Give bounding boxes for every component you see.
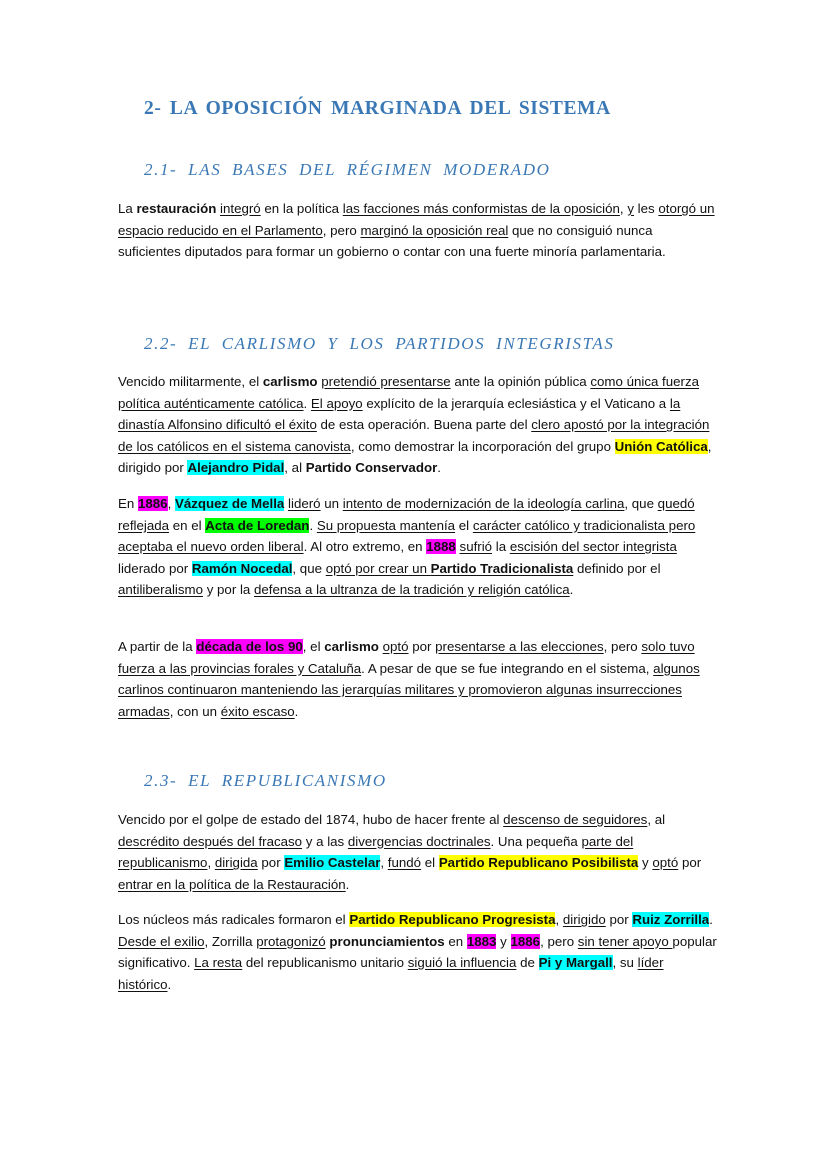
text-run: . — [437, 460, 441, 475]
underlined-text: y — [627, 201, 634, 216]
underlined-text: éxito escaso — [220, 703, 295, 719]
text-run: . — [309, 517, 317, 533]
text-run: , — [207, 855, 215, 870]
underlined-text: dirigida — [214, 855, 258, 870]
text-run: . — [303, 395, 311, 411]
underlined-text: Desde el exilio — [118, 933, 205, 949]
text-run: A partir de la — [118, 639, 197, 654]
underlined-text: líder histórico — [118, 955, 664, 992]
section-title: 2- LA OPOSICIÓN MARGINADA DEL SISTEMA — [144, 98, 611, 119]
text-run: por — [408, 639, 436, 654]
text-run: , al — [647, 812, 666, 827]
underlined-text: la dinastía Alfonsino dificultó el éxito — [118, 395, 681, 432]
underlined-text: El apoyo — [310, 395, 363, 411]
text-run: , pero — [322, 222, 361, 238]
underlined-text: intento de modernización de la ideología carlina — [342, 496, 625, 511]
term-partido-conservador: Partido Conservador — [305, 460, 438, 475]
highlight-ruiz-zorrilla: Ruiz Zorrilla — [632, 912, 710, 927]
text-run: . — [569, 582, 574, 597]
underlined-text: integró — [220, 201, 261, 216]
underlined-text: escisión del sector integrista — [509, 539, 677, 554]
text-run: por — [605, 912, 633, 927]
subsection-title-republicanismo: 2.3- EL REPUBLICANISMO — [144, 771, 387, 790]
text-run: . — [167, 976, 172, 992]
underlined-text: fundó — [387, 855, 422, 870]
text-run: les — [633, 201, 659, 216]
underlined-text: sufrió — [459, 539, 493, 554]
text-run: por — [678, 855, 702, 870]
text-run: Vencido por el golpe de estado del 1874, hubo de hacer frente al — [118, 812, 504, 827]
text-run: , pero — [603, 639, 642, 654]
underlined-text: las facciones más conformistas de la oposición — [342, 201, 620, 216]
underlined-text: lideró — [288, 496, 321, 511]
highlight-vazquez-de-mella: Vázquez de Mella — [174, 496, 285, 511]
underlined-text: sin tener apoyo — [577, 933, 673, 949]
text-run: . — [709, 912, 713, 927]
text-run: En — [118, 496, 138, 511]
text-run: el — [421, 855, 439, 870]
highlight-decada-90: década de los 90 — [196, 639, 303, 654]
text-run: Los núcleos más radicales formaron el — [118, 912, 350, 927]
text-run: la — [492, 539, 510, 554]
underlined-text: como única fuerza política auténticamente católica — [118, 374, 700, 411]
paragraph-republicanismo-1 — [118, 809, 718, 895]
text-run: , — [619, 201, 628, 216]
text-run: en — [444, 933, 467, 949]
underlined-text: optó — [382, 639, 409, 654]
highlight-partido-posibilista: Partido Republicano Posibilista — [438, 855, 639, 870]
text-run: , — [380, 855, 388, 870]
text-run: de esta operación. Buena parte del — [316, 417, 532, 432]
underlined-text: quedó reflejada — [118, 496, 695, 533]
term-partido-tradicionalista: Partido Tradicionalista — [430, 560, 574, 576]
text-run: y — [638, 855, 653, 870]
paragraph-carlismo-2 — [118, 493, 718, 601]
highlight-year: 1883 — [466, 933, 497, 949]
text-run: y a las — [302, 833, 348, 849]
subsection-title-bases: 2.1- LAS BASES DEL RÉGIMEN MODERADO — [144, 160, 551, 179]
subsection-title-carlismo: 2.2- EL CARLISMO Y LOS PARTIDOS INTEGRISTAS — [144, 334, 615, 353]
text-run: . — [345, 876, 350, 892]
term-restauracion: restauración — [136, 201, 217, 216]
highlight-partido-progresista: Partido Republicano Progresista — [349, 912, 556, 927]
text-run: , al — [284, 460, 306, 475]
term-carlismo: carlismo — [324, 639, 379, 654]
underlined-text: siguió la influencia — [407, 955, 517, 970]
text-run: el — [455, 517, 473, 533]
highlight-pi-y-margall: Pi y Margall — [538, 955, 613, 970]
underlined-text: antiliberalismo — [118, 582, 203, 597]
highlight-ramon-nocedal: Ramón Nocedal — [191, 560, 293, 576]
text-run: , con un — [169, 703, 221, 719]
underlined-text: parte del republicanismo — [118, 833, 634, 870]
highlight-emilio-castelar: Emilio Castelar — [284, 855, 381, 870]
underlined-text: clero apostó por la integración de los católicos en el sistema canovista — [118, 417, 710, 454]
highlight-year: 1888 — [426, 539, 456, 554]
underlined-text: pretendió presentarse — [321, 374, 451, 389]
text-run: . — [294, 703, 299, 719]
underlined-text: dirigido — [562, 912, 606, 927]
underlined-text: protagonizó — [256, 933, 326, 949]
text-run: que no consiguió nunca suficientes diputados para formar un gobierno o contar con una fuerte minoría parlamentaria. — [118, 222, 666, 259]
text-run: , Zorrilla — [204, 933, 257, 949]
highlight-year: 1886 — [137, 496, 168, 511]
text-run: . A pesar de que se fue integrando en el sistema, — [361, 660, 654, 676]
text-run: por — [257, 855, 285, 870]
term-carlismo: carlismo — [262, 374, 318, 389]
text-run: , que — [624, 496, 658, 511]
underlined-text: descenso de seguidores — [503, 812, 648, 827]
text-run: , que — [292, 560, 326, 576]
underlined-text: presentarse a las elecciones — [435, 639, 604, 654]
text-run: de — [516, 955, 539, 970]
underlined-text: divergencias doctrinales — [347, 833, 491, 849]
highlight-acta-de-loredan: Acta de Loredan — [205, 517, 310, 533]
text-run: , su — [612, 955, 638, 970]
underlined-text: La resta — [194, 955, 243, 970]
text-run: , el — [302, 639, 325, 654]
text-run: , — [167, 496, 175, 511]
underlined-text: carácter católico y tradicionalista pero aceptaba el nuevo orden liberal — [118, 517, 696, 554]
underlined-text: optó — [652, 855, 679, 870]
text-run: en el — [169, 517, 206, 533]
text-run: , como demostrar la incorporación del grupo — [350, 438, 615, 454]
underlined-text: algunos carlinos continuaron manteniendo las jerarquías militares y promovieron algunas insurrecciones armadas — [118, 660, 700, 719]
text-run: , pero — [540, 933, 578, 949]
highlight-alejandro-pidal: Alejandro Pidal — [187, 460, 285, 475]
text-run: un — [320, 496, 343, 511]
text-run: , — [555, 912, 563, 927]
text-run: . Una pequeña — [490, 833, 582, 849]
underlined-text: defensa a la ultranza de la tradición y religión católica — [254, 582, 570, 597]
text-run: explícito de la jerarquía eclesiástica y el Vaticano a — [362, 395, 670, 411]
text-run: , dirigido por — [118, 438, 712, 475]
text-run: definido por el — [573, 560, 661, 576]
paragraph-bases — [118, 198, 718, 263]
underlined-text: Su propuesta mantenía — [316, 517, 456, 533]
underlined-text: optó por crear un — [325, 560, 431, 576]
text-run: en la política — [260, 201, 343, 216]
paragraph-carlismo-1 — [118, 371, 718, 479]
underlined-text: otorgó un espacio reducido en el Parlamento — [118, 201, 715, 238]
text-run: . Al otro extremo, en — [303, 539, 427, 554]
text-run: popular significativo. — [118, 933, 717, 970]
highlight-union-catolica: Unión Católica — [614, 438, 708, 454]
underlined-text: solo tuvo fuerza a las provincias forales y Cataluña — [118, 639, 695, 676]
paragraph-republicanismo-2 — [118, 909, 718, 995]
text-run: Vencido militarmente, el — [118, 374, 263, 389]
text-run: La — [118, 201, 137, 216]
paragraph-carlismo-3 — [118, 636, 718, 722]
text-run: y por la — [203, 582, 254, 597]
highlight-year: 1886 — [510, 933, 541, 949]
text-run: y — [496, 933, 511, 949]
text-run: liderado por — [118, 560, 192, 576]
text-run: del republicanismo unitario — [242, 955, 408, 970]
underlined-text: descrédito después del fracaso — [118, 833, 303, 849]
underlined-text: entrar en la política de la Restauración — [118, 876, 346, 892]
term-pronunciamientos: pronunciamientos — [329, 933, 445, 949]
underlined-text: marginó la oposición real — [360, 222, 509, 238]
text-run: ante la opinión pública — [450, 374, 591, 389]
